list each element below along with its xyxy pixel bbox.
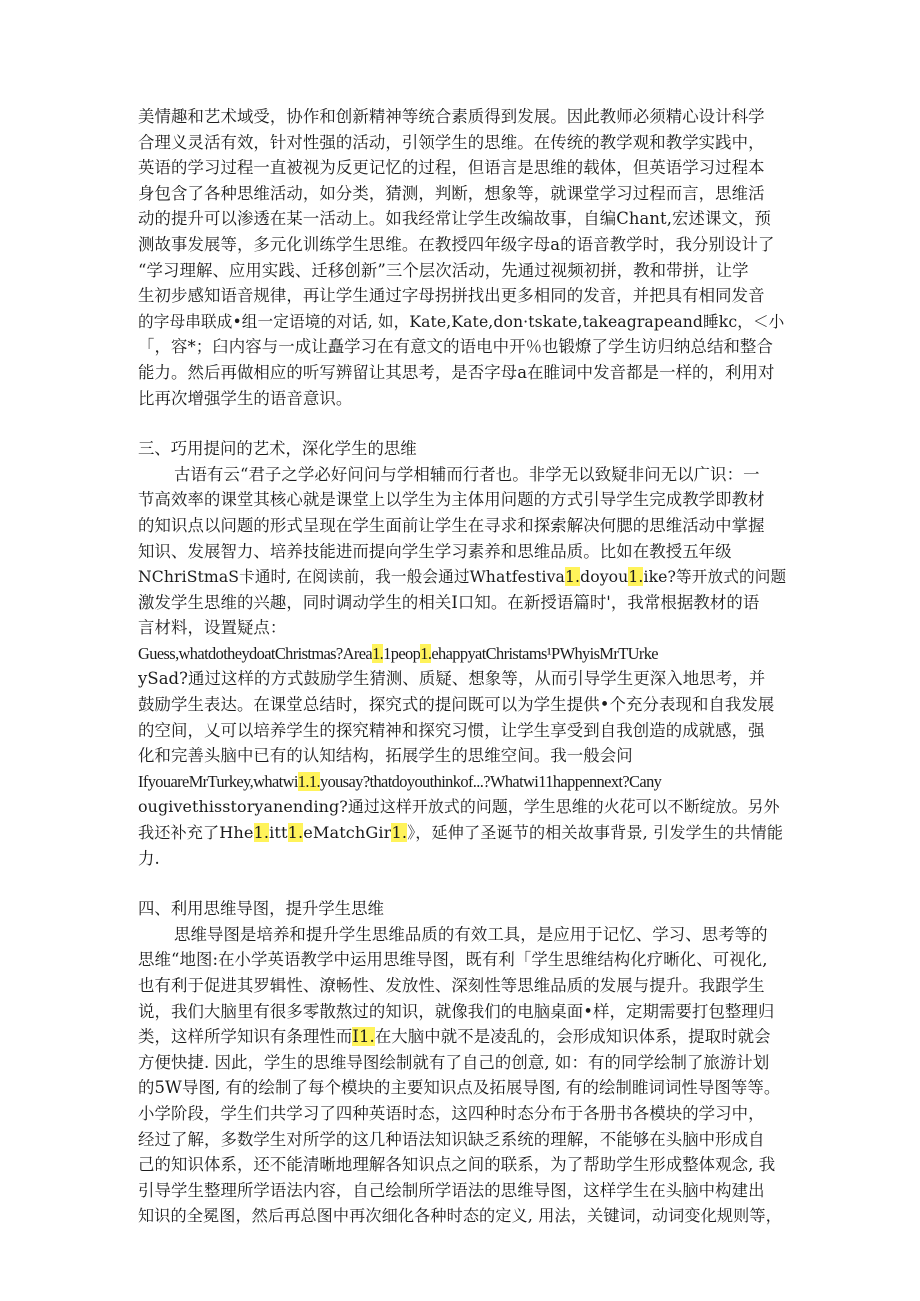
highlighted-text: 1. (628, 567, 644, 587)
text-line: 己的知识体系，还不能清晰地理解各知识点之间的联系，为了帮助学生形成整体观念, 我 (138, 1155, 776, 1175)
text-line: 动的提升可以渗透在某一活动上。如我经常让学生改编故事，自编Chant,宏述课文，预 (138, 209, 771, 229)
text-run: 我还补充了Hhe (138, 823, 254, 843)
text-line: 方便快捷. 因此，学生的思维导图绘制就有了自己的创意, 如：有的同学绘制了旅游计划 (138, 1052, 770, 1072)
text-line: 小学阶段，学生们共学习了四种英语时态，这四种时态分布于各册书各模块的学习中， (138, 1103, 765, 1123)
text-line (138, 820, 786, 846)
text-line (138, 769, 786, 795)
text-run: ehappyatChristams¹PWhyisMrTUrke (431, 643, 658, 663)
highlighted-text: 1. (372, 643, 384, 663)
text-line: 能力。然后再做相应的听写辨留让其思考，是否字母a在睢词中发音都是一样的，利用对 (138, 362, 775, 382)
text-run: 1peop (383, 643, 421, 663)
highlighted-text: 1.1. (297, 771, 320, 791)
text-run: NChriStmaS卡通时, 在阅读前，我一般会通过Whatfestiva (138, 567, 565, 587)
text-line: 知识的全冕图，然后再总图中再次细化各种时态的定义, 用法，关键词，动词变化规则等， (138, 1206, 782, 1226)
text-line: 测故事发展等，多元化训练学生思维。在教授四年级字母a的语音教学时，我分别设计了 (138, 234, 775, 254)
section-heading: 三、巧用提问的艺术，深化学生的思维 (138, 439, 417, 459)
text-line: 激发学生思维的兴趣，同时调动学生的相关I口知。在新授语篇时'，我常根据教材的语 (138, 592, 760, 612)
highlighted-text: 1. (253, 823, 270, 843)
text-line: 的知识点以问题的形式呈现在学生面前让学生在寻求和探索解决何腮的思维活动中掌握 (138, 515, 765, 535)
text-line (138, 1024, 786, 1050)
text-run: 类，这样所学知识有条理性而 (138, 1027, 353, 1047)
highlighted-text: 1. (287, 823, 304, 843)
text-line: 生初步感知语音规律，再让学生通过字母拐拼找出更多相同的发音，并把具有相同发音 (138, 286, 765, 306)
text-run: ike?等开放式的问题 (643, 567, 786, 587)
text-line: 的5W导图, 有的绘制了每个模块的主要知识点及拓展导图, 有的绘制睢词词性导图等等。 (138, 1078, 781, 1098)
text-line: 合理义灵活有效，针对性强的活动，引领学生的思维。在传统的教学观和教学实践中， (138, 132, 765, 152)
text-run: yousay?thatdoyouthinkof...?Whatwi11happennext?Cany (319, 771, 662, 791)
text-run: Guess,whatdotheydoatChristmas?Area (138, 643, 373, 663)
text-line (138, 564, 786, 590)
text-run: doyou (580, 567, 629, 587)
text-run: IfyouareMrTurkey,whatwi (138, 771, 298, 791)
text-line: 鼓励学生表达。在课堂总结时，探究式的提问既可以为学生提供•个充分表现和自我发展 (138, 695, 775, 715)
text-line: 引导学生整理所学语法内容，自己绘制所学语法的思维导图，这样学生在头脑中构建出 (138, 1180, 765, 1200)
text-line: 知识、发展智力、培养技能进而提向学生学习素养和思维品质。比如在教授五年级 (138, 541, 732, 561)
section-questioning (138, 436, 786, 871)
section-mind-map (138, 896, 786, 1229)
paragraph-gap (138, 411, 786, 436)
paragraph-gap (138, 871, 786, 896)
text-run: 在大脑中就不是凌乱的，会形成知识体系，提取时就会 (374, 1027, 771, 1047)
text-line: “学习理解、应用实践、迁移创新”三个层次活动，先通过视频初拼，教和带拼，让学 (138, 260, 749, 280)
text-line: ySad?通过这样的方式鼓励学生猜测、质疑、想象等，从而引导学生更深入地思考，并 (138, 669, 766, 689)
text-run: 》，延伸了圣诞节的相关故事背景, 引发学生的共情能 (407, 823, 784, 843)
text-line: 美情趣和艺术域受，协作和创新精神等统合素质得到发展。因此教师必须精心设计科学 (138, 107, 765, 126)
text-line: 的空间，乂可以培养学生的探究精神和探究习惯，让学生享受到自我创造的成就感，强 (138, 720, 765, 740)
text-line: 经过了解，多数学生对所学的这几种语法知识缺乏系统的理解，不能够在头脑中形成自 (138, 1129, 765, 1149)
highlighted-text: 1. (391, 823, 408, 843)
text-line: 也有利于促进其罗辑性、潦畅性、发放性、深刻性等思维品质的发展与提升。我跟学生 (138, 976, 765, 995)
text-line: 的字母串联成•组一定语境的对话, 如，Kate,Kate,don·tskate,takeagrapeand睡kc，＜小 (138, 311, 785, 331)
text-line: 力. (138, 848, 160, 868)
highlighted-text: I1. (352, 1027, 375, 1047)
text-line: 说，我们大脑里有很多零散熬过的知识，就像我们的电脑桌面•样，定期需要打包整理归 (138, 1001, 775, 1021)
text-line: 身包含了各种思维活动，如分类，猜测，判断，想象等，就课堂学习过程而言，思维活 (138, 183, 765, 203)
document-page (138, 104, 786, 1229)
text-line: ougivethisstoryanending?通过这样开放式的问题，学生思维的火花可以不断绽放。另外 (138, 797, 780, 817)
paragraph-intro (138, 104, 786, 411)
text-line: 英语的学习过程一直被视为反更记忆的过程，但语言是思维的载体，但英语学习过程本 (138, 158, 765, 178)
text-line: 言材料，设置疑点： (138, 618, 287, 638)
text-line: 思维“地图:在小学英语教学中运用思维导图，既有利「学生思维结构化疗晰化、可视化, (138, 950, 768, 970)
text-line: 节高效率的课堂其核心就是课堂上以学生为主体用问题的方式引导学生完成教学即教材 (138, 490, 765, 510)
text-line: 「，容*；臼内容与一成让矗学习在有意文的语电中开％也锻燎了学生访归纳总结和整合 (138, 337, 773, 357)
text-line: 化和完善头脑中已有的认知结构，拓展学生的思维空间。我一般会问 (138, 746, 633, 766)
text-line: 思维导图是培养和提升学生思维品质的有效工具，是应用于记忆、学习、思考等的 (174, 924, 768, 944)
text-run: eMatchGir (303, 823, 392, 843)
text-line (138, 641, 786, 667)
text-run: itt (269, 823, 288, 843)
highlighted-text: 1. (420, 643, 432, 663)
section-heading: 四、利用思维导图，提升学生思维 (138, 899, 384, 919)
text-line: 比再次增强学生的语音意识。 (138, 388, 353, 408)
text-line: 古语有云“君子之学必好问问与学相辅而行者也。非学无以致疑非问无以广识：一 (174, 464, 760, 484)
highlighted-text: 1. (564, 567, 581, 587)
